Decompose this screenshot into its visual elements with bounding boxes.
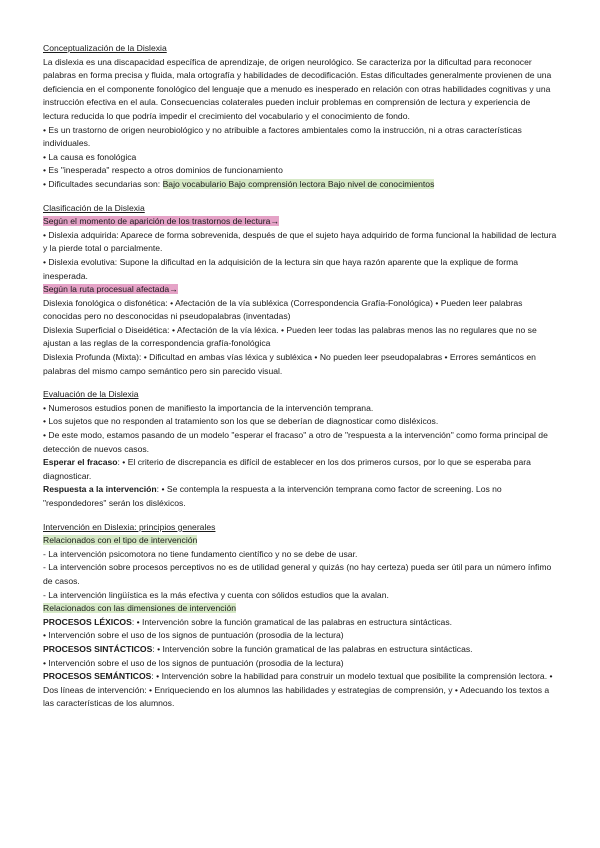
highlighted-heading: Relacionados con el tipo de intervención — [43, 535, 198, 546]
section-title: Intervención en Dislexia: principios generales — [43, 521, 216, 532]
highlighted-heading: Relacionados con las dimensiones de intervención — [43, 603, 236, 614]
list-item: - La intervención lingüística es la más efectiva y cuenta con sólidos estudios que la avalan. — [43, 589, 389, 600]
highlight-tags: Bajo vocabulario Bajo comprensión lectora Bajo nivel de conocimientos — [162, 178, 435, 189]
highlighted-heading: Según el momento de aparición de los trastornos de lectura→ — [43, 216, 279, 227]
bullet: • Intervención sobre el uso de los signos de puntuación (prosodia de la lectura) — [43, 657, 344, 668]
bold-label: Respuesta a la intervención — [43, 484, 157, 495]
list-item: - La intervención sobre procesos perceptivos no es de utilidad general y quizás (no hay certeza) pueda ser útil para un número ínfimo de casos. — [43, 562, 552, 586]
bullet — [43, 178, 558, 192]
bullet: • La causa es fonológica — [43, 151, 137, 162]
bullet: • De este modo, estamos pasando de un modelo "esperar el fracaso" a otro de "respuesta a la intervención" como forma principal de detección de nuevos casos. — [43, 430, 548, 454]
paragraph — [43, 616, 558, 630]
bold-label: Esperar el fracaso — [43, 457, 118, 468]
bullet: • Los sujetos que no responden al tratamiento son los que se deberían de diagnosticar como disléxicos. — [43, 416, 439, 427]
section-conceptualization — [43, 42, 558, 192]
bullet: • Intervención sobre el uso de los signos de puntuación (prosodia de la lectura) — [43, 630, 344, 641]
section-intervention — [43, 521, 558, 711]
paragraph-text: : • Intervención sobre la función gramatical de las palabras en estructura sintácticas. — [131, 616, 453, 627]
bullet-prefix: • Dificultades secundarias son: — [43, 178, 163, 189]
paragraph — [43, 643, 558, 657]
document-page — [43, 42, 558, 721]
list-item: - La intervención psicomotora no tiene fundamento científico y no se debe de usar. — [43, 548, 358, 559]
paragraph: • Dislexia adquirida: Aparece de forma sobrevenida, después de que el sujeto haya adquirido de forma funcional la habilidad de lectura y la pierde total o parcialmente. — [43, 229, 557, 254]
bold-label: PROCESOS SINTÁCTICOS — [43, 643, 153, 654]
paragraph — [43, 483, 558, 510]
paragraph: Dislexia fonológica o disfonética: • Afectación de la vía subléxica (Correspondencia Grafía-Fonológica) • Pueden leer palabras conocidas pero no desconocidas ni pseudopalabras (inventadas) — [43, 297, 523, 322]
bullet: • Es "inesperada" respecto a otros dominios de funcionamiento — [43, 165, 283, 176]
paragraph-text: : • Se contempla la respuesta a la intervención temprana como factor de screening. Los no "respondedores" serán los disléxicos. — [43, 484, 502, 508]
paragraph: Dislexia Superficial o Diseidética: • Afectación de la vía léxica. • Pueden leer todas las palabras menos las no regulares que no se ajustan a las reglas de la correspondencia grafía-fonológica — [43, 324, 537, 349]
bullet: • Es un trastorno de origen neurobiológico y no atribuible a factores ambientales como la instrucción, ni a otras características individuales. — [43, 124, 522, 149]
bullet: • Numerosos estudios ponen de manifiesto la importancia de la intervención temprana. — [43, 402, 374, 413]
paragraph: La dislexia es una discapacidad específica de aprendizaje, de origen neurológico. Se caracteriza por la dificultad para reconocer palabras en forma precisa y fluida, mala ortografía y habilidades de decodificación. Estas dificultades generalmente provienen de una deficiencia en el componente fonológico del lenguaje que a menudo es inesperado en relación con otras habilidades cognitivas y una instrucción efectiva en el aula. Consecuencias colaterales pueden incluir problemas en comprensión de lectura y experiencia de lectura reducida lo que podría impedir el crecimiento del vocabulario y el conocimiento de fondo. — [43, 56, 552, 121]
paragraph: Dislexia Profunda (Mixta): • Dificultad en ambas vías léxica y subléxica • No pueden leer pseudopalabras • Errores semánticos en palabras del mismo campo semántico pero sin parecido visual. — [43, 352, 536, 376]
bold-label: PROCESOS SEMÁNTICOS — [43, 671, 152, 682]
section-title: Evaluación de la Dislexia — [43, 389, 139, 400]
section-classification — [43, 202, 558, 379]
paragraph — [43, 456, 558, 483]
paragraph-text: : • Intervención sobre la función gramatical de las palabras en estructura sintácticas. — [152, 643, 473, 654]
paragraph — [43, 670, 558, 711]
section-title: Clasificación de la Dislexia — [43, 202, 145, 213]
paragraph-text: : • Intervención sobre la habilidad para construir un modelo textual que posibilite la comprensión lectora. • Dos líneas de intervención: • Enriqueciendo en los alumnos las habilidades y estrategias de comprensión, y • Adecuando los textos a las características de los alumnos. — [43, 671, 553, 709]
paragraph: • Dislexia evolutiva: Supone la dificultad en la adquisición de la lectura sin que haya razón aparente que la explique de forma inesperada. — [43, 256, 519, 281]
section-evaluation — [43, 388, 558, 510]
highlighted-heading: Según la ruta procesual afectada→ — [43, 284, 178, 295]
paragraph-text: : • El criterio de discrepancia es difícil de establecer en los dos primeros cursos, por lo que se esperaba para diagnosticar. — [43, 457, 531, 481]
bold-label: PROCESOS LÉXICOS — [43, 616, 132, 627]
section-title: Conceptualización de la Dislexia — [43, 43, 167, 53]
